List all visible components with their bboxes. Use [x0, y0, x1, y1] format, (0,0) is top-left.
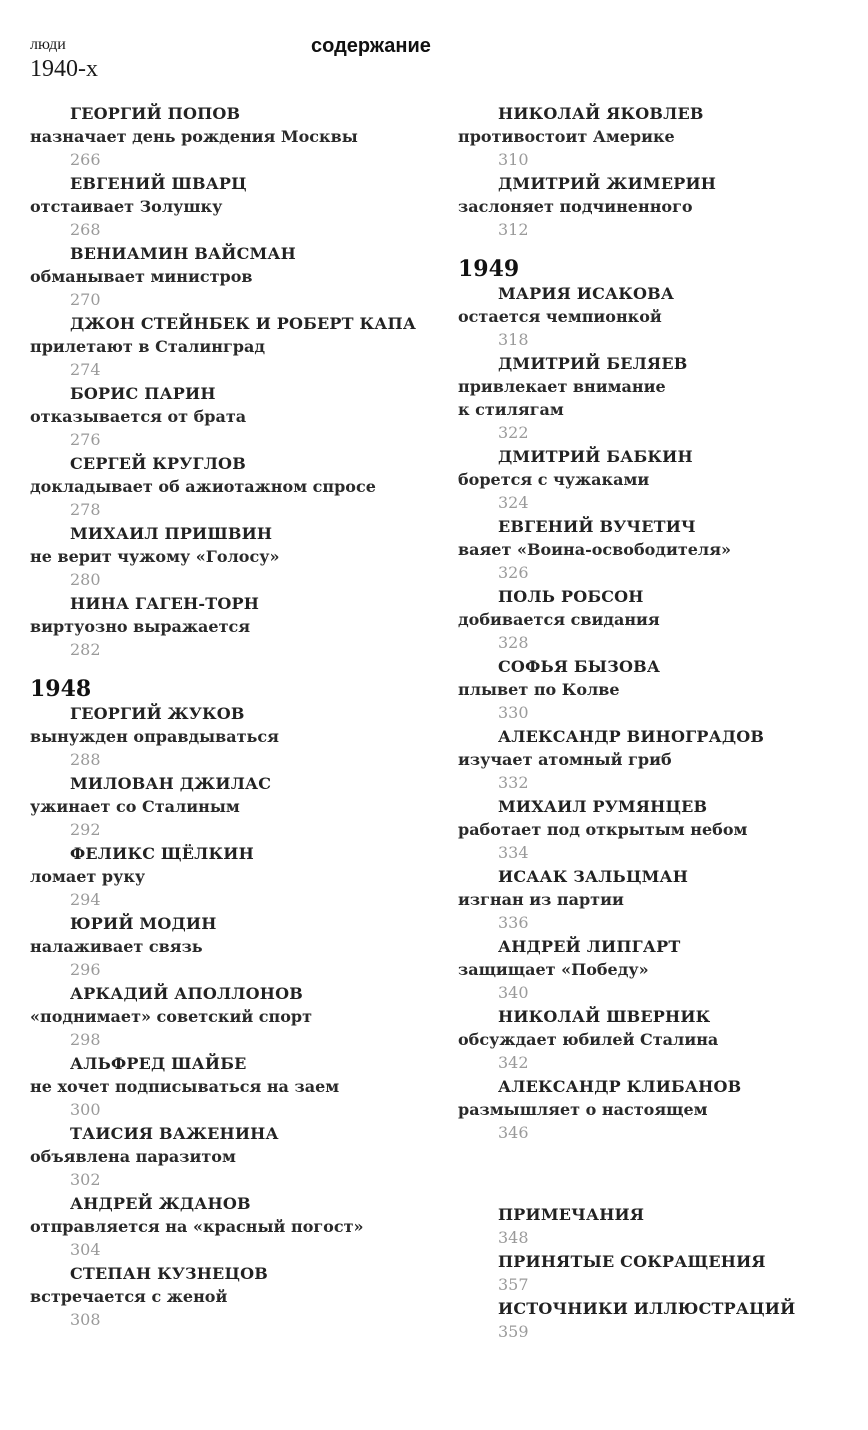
toc-entry[interactable] [30, 312, 430, 382]
entry-name: ВЕНИАМИН ВАЙСМАН [70, 244, 296, 263]
entry-page-number: 288 [70, 750, 101, 769]
entry-page-number: 292 [70, 820, 101, 839]
entry-description: защищает «Победу» [458, 960, 649, 979]
toc-entry[interactable] [30, 772, 430, 842]
entry-name: НИКОЛАЙ ШВЕРНИК [498, 1007, 711, 1026]
entry-page-number: 304 [70, 1240, 101, 1259]
toc-entry[interactable] [30, 452, 430, 522]
entry-description: докладывает об ажиотажном спросе [30, 477, 376, 496]
right-entries-top [458, 102, 858, 242]
entry-description: изгнан из партии [458, 890, 624, 909]
toc-entry[interactable] [458, 282, 858, 352]
entry-description: обманывает министров [30, 267, 253, 286]
entry-name: ЮРИЙ МОДИН [70, 914, 217, 933]
entry-name: ИСТОЧНИКИ ИЛЛЮСТРАЦИЙ [498, 1299, 796, 1318]
toc-entry[interactable] [458, 585, 858, 655]
entry-description: налаживает связь [30, 937, 203, 956]
toc-entry[interactable] [458, 515, 858, 585]
toc-entry[interactable] [458, 935, 858, 1005]
entry-name: ПРИНЯТЫЕ СОКРАЩЕНИЯ [498, 1252, 766, 1271]
entry-page-number: 280 [70, 570, 101, 589]
year-heading-1948: 1948 [30, 676, 92, 702]
entry-name: МИЛОВАН ДЖИЛАС [70, 774, 272, 793]
entry-name: ДМИТРИЙ ЖИМЕРИН [498, 174, 717, 193]
entry-description: не верит чужому «Голосу» [30, 547, 280, 566]
entry-description: ломает руку [30, 867, 146, 886]
entry-page-number: 282 [70, 640, 101, 659]
entry-page-number: 346 [498, 1123, 529, 1142]
entry-name: АНДРЕЙ ЖДАНОВ [70, 1194, 251, 1213]
entry-description: вынужден оправдываться [30, 727, 279, 746]
entry-name: АРКАДИЙ АПОЛЛОНОВ [70, 984, 303, 1003]
toc-entry[interactable] [458, 102, 858, 172]
toc-entry[interactable] [458, 865, 858, 935]
entry-description: привлекает внимание [458, 377, 666, 396]
entry-name: ПОЛЬ РОБСОН [498, 587, 644, 606]
entry-page-number: 336 [498, 913, 529, 932]
entry-page-number: 276 [70, 430, 101, 449]
year-heading-1949: 1949 [458, 256, 520, 282]
entry-description: противостоит Америке [458, 127, 675, 146]
entry-name: СТЕПАН КУЗНЕЦОВ [70, 1264, 268, 1283]
entry-page-number: 310 [498, 150, 529, 169]
entry-name: БОРИС ПАРИН [70, 384, 216, 403]
toc-entry[interactable] [30, 1262, 430, 1332]
entry-name: ЕВГЕНИЙ ВУЧЕТИЧ [498, 517, 696, 536]
entry-page-number: 322 [498, 423, 529, 442]
entry-description-continued: к стилягам [458, 400, 564, 419]
entry-description: ваяет «Воина-освободителя» [458, 540, 732, 559]
entry-name: ФЕЛИКС ЩЁЛКИН [70, 844, 254, 863]
entry-description: борется с чужаками [458, 470, 650, 489]
entry-name: НИКОЛАЙ ЯКОВЛЕВ [498, 104, 704, 123]
back-matter [458, 1203, 858, 1344]
page-title: содержание [311, 35, 431, 57]
entry-page-number: 332 [498, 773, 529, 792]
entry-page-number: 359 [498, 1322, 529, 1341]
entry-page-number: 357 [498, 1275, 529, 1294]
toc-entry[interactable] [30, 242, 430, 312]
entry-page-number: 326 [498, 563, 529, 582]
toc-entry[interactable] [458, 1203, 858, 1250]
entry-description: заслоняет подчиненного [458, 197, 693, 216]
entry-name: ТАИСИЯ ВАЖЕНИНА [70, 1124, 279, 1143]
toc-entry[interactable] [30, 102, 430, 172]
toc-entry[interactable] [458, 655, 858, 725]
entry-page-number: 328 [498, 633, 529, 652]
entry-page-number: 294 [70, 890, 101, 909]
entry-name: ГЕОРГИЙ ЖУКОВ [70, 704, 245, 723]
entry-page-number: 278 [70, 500, 101, 519]
entry-page-number: 300 [70, 1100, 101, 1119]
entry-description: отправляется на «красный погост» [30, 1217, 364, 1236]
entry-name: ДМИТРИЙ БАБКИН [498, 447, 693, 466]
toc-entry[interactable] [458, 1297, 858, 1344]
right-column [458, 102, 858, 1344]
entry-name: АНДРЕЙ ЛИПГАРТ [498, 937, 681, 956]
entry-description: отказывается от брата [30, 407, 247, 426]
toc-entry[interactable] [30, 982, 430, 1052]
entry-name: ДЖОН СТЕЙНБЕК И РОБЕРТ КАПА [70, 314, 417, 333]
entry-name: МИХАИЛ РУМЯНЦЕВ [498, 797, 708, 816]
entry-name: ЕВГЕНИЙ ШВАРЦ [70, 174, 247, 193]
entry-name: СЕРГЕЙ КРУГЛОВ [70, 454, 246, 473]
entry-description: не хочет подписываться на заем [30, 1077, 340, 1096]
entry-page-number: 312 [498, 220, 529, 239]
entry-name: ПРИМЕЧАНИЯ [498, 1205, 645, 1224]
entry-page-number: 268 [70, 220, 101, 239]
entry-description: объявлена паразитом [30, 1147, 236, 1166]
toc-entry[interactable] [30, 842, 430, 912]
entry-name: МИХАИЛ ПРИШВИН [70, 524, 273, 543]
toc-entry[interactable] [30, 1122, 430, 1192]
entry-description: добивается свидания [458, 610, 660, 629]
left-entries-1948 [30, 702, 430, 1332]
entry-description: обсуждает юбилей Сталина [458, 1030, 719, 1049]
entry-description: остается чемпионкой [458, 307, 662, 326]
left-column [30, 102, 430, 1332]
entry-page-number: 324 [498, 493, 529, 512]
entry-page-number: 318 [498, 330, 529, 349]
entry-description: «поднимает» советский спорт [30, 1007, 313, 1026]
toc-entry[interactable] [458, 795, 858, 865]
toc-entry[interactable] [458, 172, 858, 242]
entry-description: плывет по Колве [458, 680, 620, 699]
toc-entry[interactable] [30, 702, 430, 772]
entry-description: встречается с женой [30, 1287, 228, 1306]
era-label: 1940-х [30, 56, 98, 82]
toc-entry[interactable] [30, 172, 430, 242]
entry-page-number: 342 [498, 1053, 529, 1072]
right-entries-1949 [458, 282, 858, 1145]
series-label: люди [30, 36, 66, 53]
toc-entry[interactable] [458, 725, 858, 795]
entry-name: ГЕОРГИЙ ПОПОВ [70, 104, 241, 123]
entry-name: НИНА ГАГЕН-ТОРН [70, 594, 260, 613]
entry-page-number: 330 [498, 703, 529, 722]
entry-page-number: 348 [498, 1228, 529, 1247]
entry-description: изучает атомный гриб [458, 750, 672, 769]
entry-description: прилетают в Сталинград [30, 337, 265, 356]
entry-page-number: 266 [70, 150, 101, 169]
entry-name: АЛЬФРЕД ШАЙБЕ [70, 1054, 247, 1073]
entry-name: ИСААК ЗАЛЬЦМАН [498, 867, 689, 886]
toc-entry[interactable] [30, 912, 430, 982]
toc-entry[interactable] [458, 445, 858, 515]
entry-page-number: 334 [498, 843, 529, 862]
toc-entry[interactable] [30, 522, 430, 592]
entry-page-number: 270 [70, 290, 101, 309]
entry-description: отстаивает Золушку [30, 197, 223, 216]
toc-entry[interactable] [458, 1075, 858, 1145]
toc-entry[interactable] [458, 1005, 858, 1075]
entry-description: размышляет о настоящем [458, 1100, 708, 1119]
entry-name: АЛЕКСАНДР КЛИБАНОВ [498, 1077, 742, 1096]
entry-description: работает под открытым небом [458, 820, 748, 839]
entry-description: виртуозно выражается [30, 617, 251, 636]
entry-page-number: 340 [498, 983, 529, 1002]
entry-page-number: 298 [70, 1030, 101, 1049]
entry-name: АЛЕКСАНДР ВИНОГРАДОВ [498, 727, 765, 746]
toc-entry[interactable] [458, 352, 858, 445]
entry-description: ужинает со Сталиным [30, 797, 240, 816]
entry-name: МАРИЯ ИСАКОВА [498, 284, 675, 303]
toc-entry[interactable] [30, 1052, 430, 1122]
toc-entry[interactable] [30, 592, 430, 662]
entry-page-number: 302 [70, 1170, 101, 1189]
toc-entry[interactable] [30, 382, 430, 452]
left-entries-top [30, 102, 430, 662]
entry-page-number: 274 [70, 360, 101, 379]
entry-name: ДМИТРИЙ БЕЛЯЕВ [498, 354, 688, 373]
toc-entry[interactable] [30, 1192, 430, 1262]
toc-entry[interactable] [458, 1250, 858, 1297]
entry-page-number: 308 [70, 1310, 101, 1329]
entry-name: СОФЬЯ БЫЗОВА [498, 657, 661, 676]
entry-page-number: 296 [70, 960, 101, 979]
entry-description: назначает день рождения Москвы [30, 127, 358, 146]
